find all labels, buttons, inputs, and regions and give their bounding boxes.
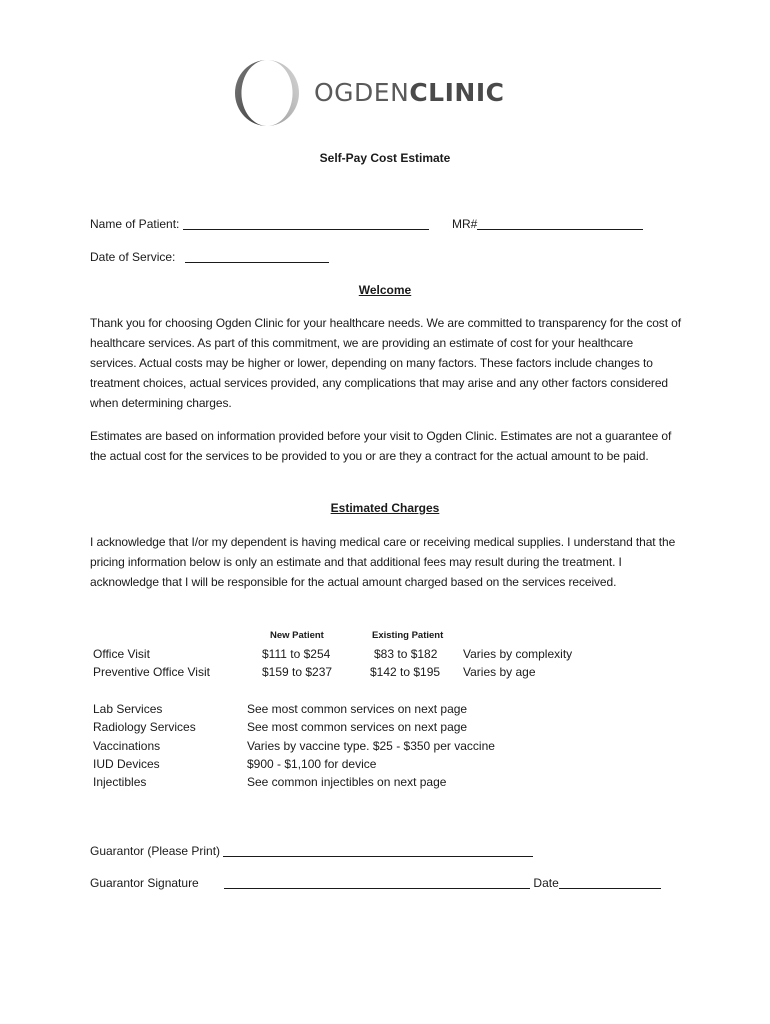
guarantor-date-label: Date [533,876,559,890]
guarantor-date-field[interactable] [559,876,661,889]
visit-new-price: $159 to $237 [262,665,333,679]
patient-name-label: Name of Patient: [90,217,180,231]
service-name: IUD Devices [93,757,160,771]
col-header-existing-patient: Existing Patient [372,630,444,641]
service-name: Vaccinations [93,739,161,753]
service-detail: See most common services on next page [247,702,468,716]
service-name: Lab Services [93,702,163,716]
col-header-new-patient: New Patient [270,630,324,641]
visit-note: Varies by complexity [463,647,573,661]
date-of-service-row [90,250,329,264]
mr-label: MR# [452,217,478,231]
clinic-logo-text: OGDENCLINIC [314,78,505,107]
service-detail: $900 - $1,100 for device [247,757,377,771]
guarantor-signature-row [90,876,661,890]
date-of-service-label: Date of Service: [90,250,176,264]
visit-service: Office Visit [93,647,150,661]
mr-field[interactable] [477,217,643,230]
visit-note: Varies by age [463,665,536,679]
estimated-charges-heading: Estimated Charges [330,501,440,515]
date-of-service-field[interactable] [185,250,329,263]
charges-paragraph: I acknowledge that I/or my dependent is having medical care or receiving medical supplies. I understand that the pricing information below is only an estimate and that additional fees may result during the treatment. I acknowledge that I will be responsible for the actual amount charged based on the services received. [90,535,676,589]
service-name: Injectibles [93,775,147,789]
service-detail: See common injectibles on next page [247,775,447,789]
visit-service: Preventive Office Visit [93,665,210,679]
welcome-paragraph-1: Thank you for choosing Ogden Clinic for your healthcare needs. We are committed to transparency for the cost of healthcare services. As part of this commitment, we are providing an estimate of cost for your healthcare services. Actual costs may be higher or lower, depending on many factors. These factors include changes to treatment choices, actual services provided, any complications that may arise and any other factors considered when determining charges. [90,316,681,410]
visit-existing-price: $83 to $182 [374,647,438,661]
welcome-paragraph-2: Estimates are based on information provided before your visit to Ogden Clinic. Estimates are not a guarantee of the actual cost for the services to be provided to you or are they a contract for the actual amount to be paid. [90,429,672,463]
service-detail: Varies by vaccine type. $25 - $350 per vaccine [247,739,495,753]
guarantor-print-field[interactable] [223,844,533,857]
patient-name-row [90,217,429,231]
guarantor-signature-label: Guarantor Signature [90,876,199,890]
visit-new-price: $111 to $254 [262,647,331,661]
service-name: Radiology Services [93,720,196,734]
page-title: Self-Pay Cost Estimate [319,151,451,165]
visit-existing-price: $142 to $195 [370,665,441,679]
mr-row [452,217,643,231]
service-detail: See most common services on next page [247,720,468,734]
clinic-logo-mark-icon [232,58,302,128]
patient-name-field[interactable] [183,217,429,230]
guarantor-print-label: Guarantor (Please Print) [90,844,221,858]
guarantor-print-row [90,844,533,858]
guarantor-signature-field[interactable] [224,876,530,889]
welcome-heading: Welcome [358,283,412,297]
